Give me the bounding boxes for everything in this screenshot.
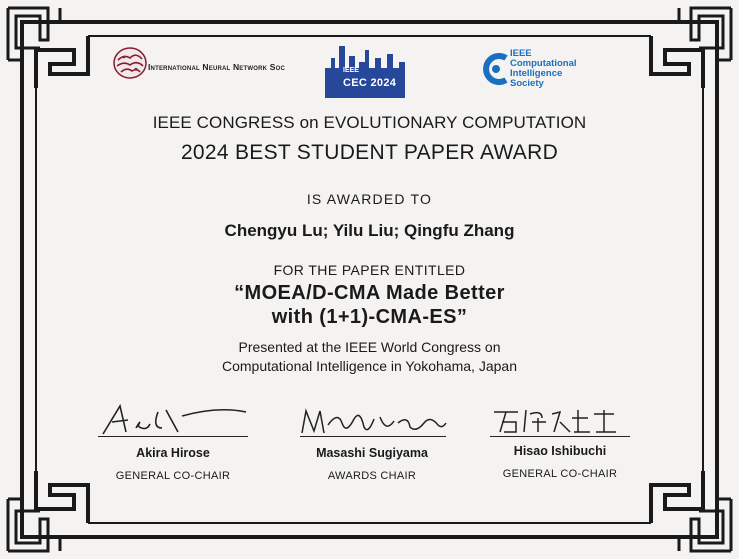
signature-hirose bbox=[98, 398, 248, 440]
presented-at-line2: Computational Intelligence in Yokohama, Japan bbox=[222, 358, 517, 374]
cec-logo-title: CEC 2024 bbox=[343, 77, 397, 89]
paper-entitled-label: FOR THE PAPER ENTITLED bbox=[273, 262, 466, 278]
award-title: 2024 BEST STUDENT PAPER AWARD bbox=[180, 141, 559, 164]
cec-logo-ieee: IEEE bbox=[343, 67, 359, 74]
cis-logo-text bbox=[510, 49, 577, 89]
cis-logo-line3: Intelligence bbox=[510, 68, 563, 79]
inns-logo-text: International Neural Network Soc bbox=[148, 62, 286, 72]
inns-brain-icon bbox=[112, 46, 148, 80]
cec-skyline-icon bbox=[323, 38, 407, 100]
awarded-to-label: IS AWARDED TO bbox=[306, 191, 433, 207]
signatory-2 bbox=[282, 446, 462, 482]
signatory-1-name: Akira Hirose bbox=[136, 446, 210, 460]
signature-sugiyama bbox=[298, 405, 448, 439]
presented-at-line1: Presented at the IEEE World Congress on bbox=[238, 339, 501, 355]
cis-swirl-icon bbox=[480, 50, 510, 88]
cis-logo-line4: Society bbox=[510, 78, 544, 89]
signatory-1-role: GENERAL CO-CHAIR bbox=[115, 470, 231, 482]
signatory-2-role: AWARDS CHAIR bbox=[327, 470, 417, 482]
signature-line-2 bbox=[300, 436, 446, 437]
signature-line-1 bbox=[98, 436, 248, 437]
signatory-3-name: Hisao Ishibuchi bbox=[513, 444, 607, 458]
paper-title-line2: with (1+1)-CMA-ES” bbox=[271, 306, 468, 328]
signatory-1 bbox=[83, 446, 263, 482]
signatory-3-role: GENERAL CO-CHAIR bbox=[502, 468, 618, 480]
cis-logo-line1: IEEE bbox=[510, 48, 532, 59]
signature-line-3 bbox=[490, 436, 630, 437]
signatory-2-name: Masashi Sugiyama bbox=[316, 446, 428, 460]
signature-ishibuchi bbox=[490, 404, 620, 438]
paper-title-line1: “MOEA/D-CMA Made Better bbox=[234, 282, 505, 304]
award-recipients: Chengyu Lu; Yilu Liu; Qingfu Zhang bbox=[224, 221, 515, 240]
signatory-3 bbox=[470, 444, 650, 480]
congress-title: IEEE CONGRESS on EVOLUTIONARY COMPUTATION bbox=[152, 113, 587, 132]
cis-logo-line2: Computational bbox=[510, 58, 577, 69]
